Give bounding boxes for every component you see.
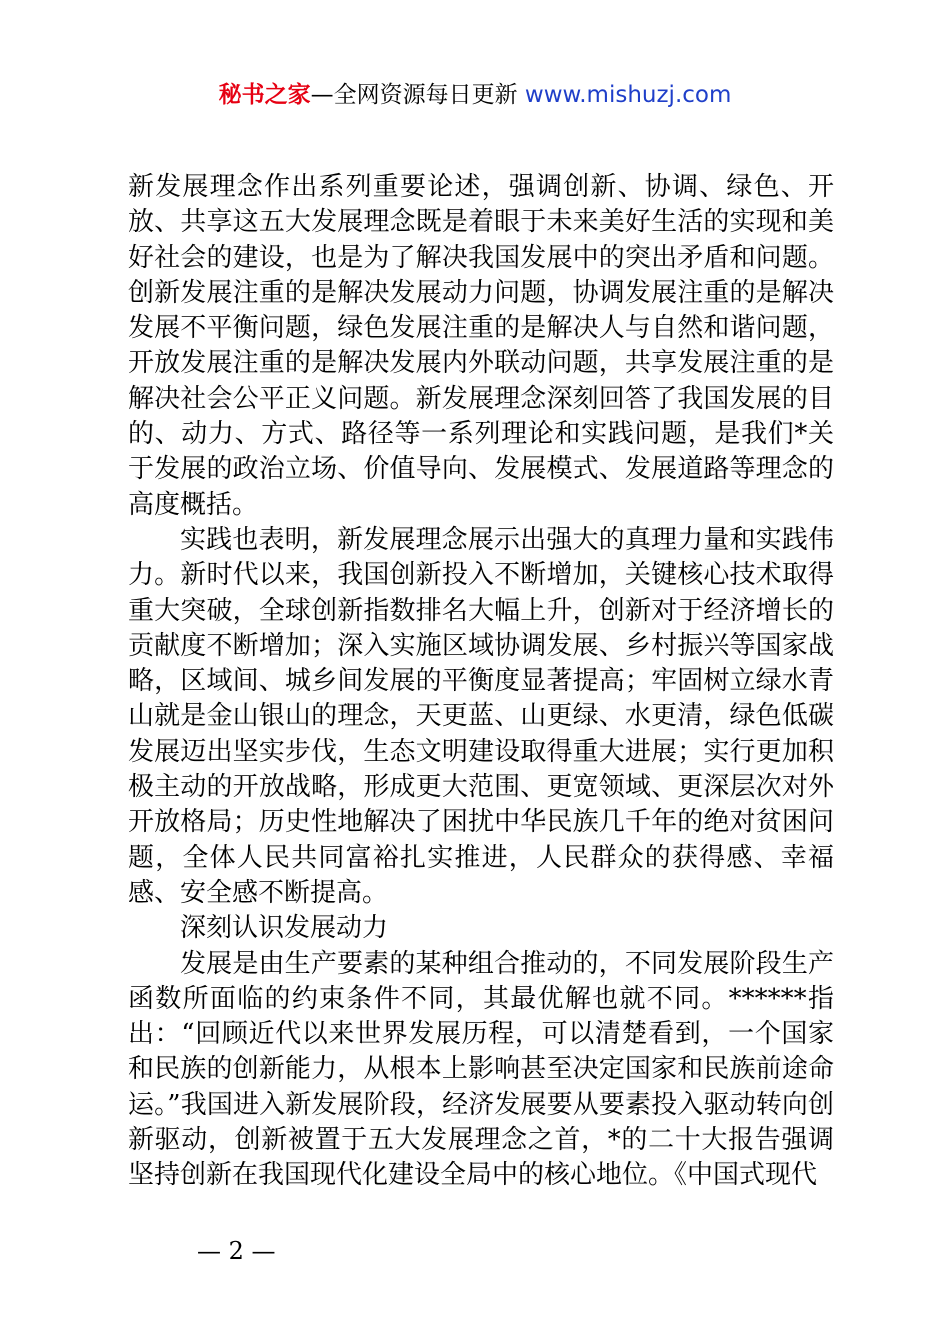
site-tagline: —全网资源每日更新	[310, 82, 518, 108]
body-paragraph-3: 发展是由生产要素的某种组合推动的，不同发展阶段生产函数所面临的约束条件不同，其最优解也就不同。******指出：“回顾近代以来世界发展历程，可以清楚看到，一个国家和民族的创新能力，从根本上影响甚至决定国家和民族前途命运。”我国进入新发展阶段，经济发展要从要素投入驱动转向创新驱动，创新被置于五大发展理念之首，*的二十大报告强调坚持创新在我国现代化建设全局中的核心地位。《中国式现代	[128, 948, 834, 1191]
site-brand: 秘书之家	[218, 82, 311, 108]
body-paragraph-1: 新发展理念作出系列重要论述，强调创新、协调、绿色、开放、共享这五大发展理念既是着眼于未来美好生活的实现和美好社会的建设，也是为了解决我国发展中的突出矛盾和问题。创新发展注重的是解决发展动力问题，协调发展注重的是解决发展不平衡问题，绿色发展注重的是解决人与自然和谐问题，开放发展注重的是解决发展内外联动问题，共享发展注重的是解决社会公平正义问题。新发展理念深刻回答了我国发展的目的、动力、方式、路径等一系列理论和实践问题，是我们*关于发展的政治立场、价值导向、发展模式、发展道路等理念的高度概括。	[128, 172, 834, 520]
section-heading: 深刻认识发展动力	[180, 913, 389, 944]
body-paragraph-2: 实践也表明，新发展理念展示出强大的真理力量和实践伟力。新时代以来，我国创新投入不断增加，关键核心技术取得重大突破，全球创新指数排名大幅上升，创新对于经济增长的贡献度不断增加；深入实施区域协调发展、乡村振兴等国家战略，区域间、城乡间发展的平衡度显著提高；牢固树立绿水青山就是金山银山的理念，天更蓝、山更绿、水更清，绿色低碳发展迈出坚实步伐，生态文明建设取得重大进展；实行更加积极主动的开放战略，形成更大范围、更宽领域、更深层次对外开放格局；历史性地解决了困扰中华民族几千年的绝对贫困问题，全体人民共同富裕扎实推进，人民群众的获得感、幸福感、安全感不断提高。	[128, 524, 834, 908]
page-header	[0, 78, 950, 112]
site-url[interactable]: www.mishuzj.com	[524, 82, 732, 108]
document-body	[128, 170, 834, 1194]
page-number: — 2 —	[197, 1237, 276, 1265]
